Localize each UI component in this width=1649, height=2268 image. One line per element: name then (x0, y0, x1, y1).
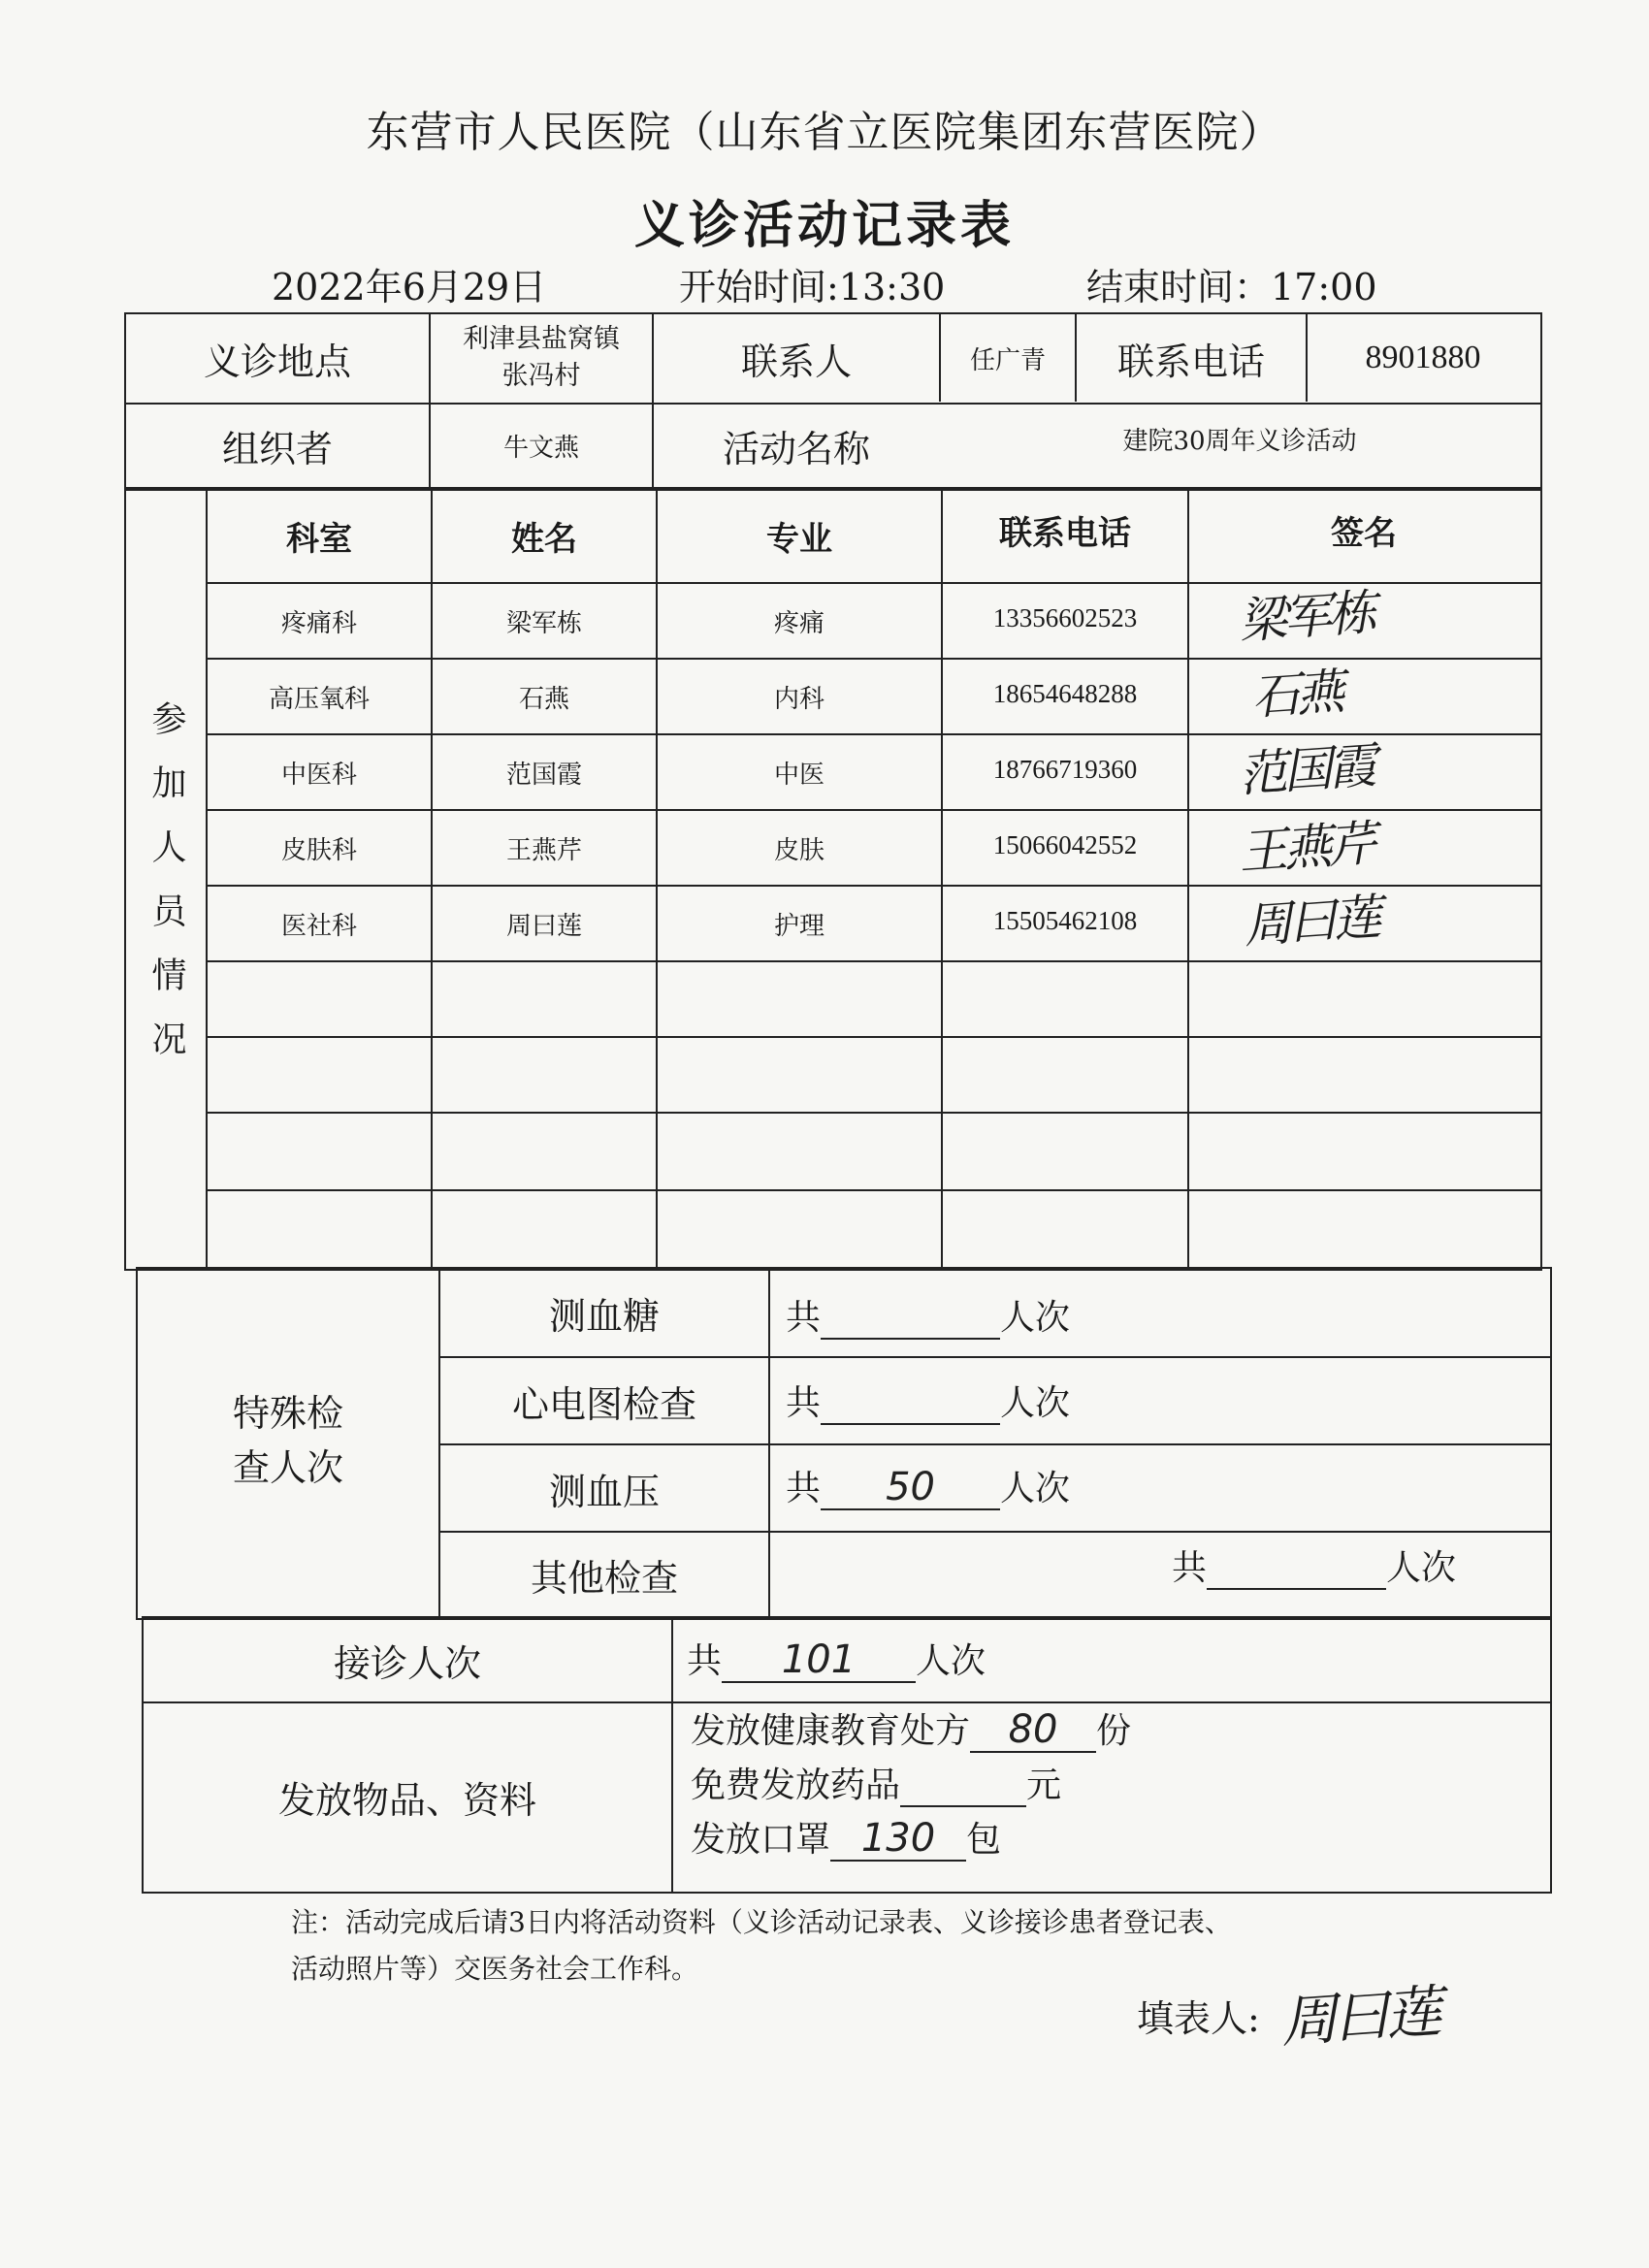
footer-note (291, 1899, 1232, 1993)
activity-value: 建院30周年义诊活动 (1122, 426, 1357, 456)
participant-name: 梁军栋 (505, 608, 582, 638)
count-suffix: 人次 (1000, 1469, 1071, 1508)
participant-signature: 石燕 (1249, 663, 1343, 727)
location-line-1: 利津县盐窝镇 (463, 324, 620, 354)
check-blood-sugar-count (786, 1290, 1070, 1340)
participant-signature: 梁军栋 (1237, 584, 1375, 650)
start-time: 开始时间:13:30 (679, 266, 946, 308)
visits-count-value: 101 (722, 1642, 916, 1683)
participant-phone: 18654648288 (992, 678, 1138, 708)
filler-label: 填表人: (1137, 1997, 1260, 2040)
masks-count: 130 (830, 1821, 966, 1862)
participant-name: 范国霞 (505, 760, 582, 790)
column-header-specialty: 专业 (766, 519, 832, 559)
visits-suffix: 人次 (916, 1641, 986, 1681)
organizer-value: 牛文燕 (502, 434, 579, 463)
visits-prefix: 共 (687, 1641, 723, 1681)
participant-specialty: 皮肤 (773, 835, 824, 865)
distribution-health-prescriptions (691, 1703, 1131, 1753)
organizer-label: 组织者 (221, 428, 333, 470)
participant-name: 石燕 (518, 684, 569, 714)
participant-dept: 皮肤科 (280, 835, 357, 865)
check-blood-sugar-label: 测血糖 (548, 1294, 660, 1338)
participant-dept: 医社科 (280, 911, 357, 941)
location-label: 义诊地点 (203, 340, 351, 383)
filler-signature: 周曰莲 (1278, 1978, 1440, 2056)
check-blood-pressure-count (786, 1461, 1070, 1510)
participant-specialty: 护理 (773, 911, 824, 941)
form-date: 2022年6月29日 (272, 266, 547, 308)
participant-phone: 18766719360 (992, 754, 1138, 784)
column-header-name: 姓名 (511, 519, 577, 559)
contact-value: 任广青 (969, 345, 1046, 375)
activity-label: 活动名称 (722, 428, 870, 470)
visits-label: 接诊人次 (333, 1641, 481, 1685)
count-suffix: 人次 (1000, 1298, 1071, 1338)
footer-note-line-2: 活动照片等）交医务社会工作科。 (291, 1953, 699, 1985)
check-other-count (1172, 1540, 1456, 1590)
free-medicine-amount (900, 1766, 1026, 1807)
distribution-free-medicine (691, 1758, 1061, 1807)
participant-signature: 周曰莲 (1242, 889, 1380, 955)
participant-dept: 疼痛科 (280, 608, 357, 638)
check-blood-pressure-label: 测血压 (548, 1470, 660, 1513)
organization-name: 东营市人民医院（山东省立医院集团东营医院） (366, 108, 1283, 157)
column-header-signature: 签名 (1331, 513, 1397, 553)
location-line-2: 张冯村 (501, 361, 581, 391)
participant-name: 王燕芹 (505, 835, 582, 865)
participant-specialty: 中医 (773, 760, 824, 790)
phone-label: 联系电话 (1116, 340, 1265, 383)
participant-signature: 范国霞 (1237, 737, 1375, 803)
ecg-count-blank (821, 1384, 1000, 1425)
distribution-line-2-unit: 元 (1026, 1766, 1062, 1805)
distribution-masks (691, 1812, 1001, 1862)
contact-label: 联系人 (740, 340, 852, 383)
other-count-blank (1207, 1549, 1386, 1590)
footer-note-line-1: 注：活动完成后请3日内将活动资料（义诊活动记录表、义诊接诊患者登记表、 (291, 1906, 1232, 1938)
check-ecg-count (786, 1376, 1070, 1425)
distribution-line-1-label: 发放健康教育处方 (691, 1711, 971, 1751)
health-prescriptions-count: 80 (970, 1712, 1096, 1753)
count-prefix: 共 (786, 1469, 822, 1508)
end-time: 结束时间：17:00 (1086, 266, 1377, 308)
participant-phone: 15066042552 (992, 829, 1138, 859)
distribution-line-3-label: 发放口罩 (691, 1820, 831, 1860)
participant-dept: 中医科 (280, 760, 357, 790)
participant-specialty: 疼痛 (773, 608, 824, 638)
form-title: 义诊活动记录表 (633, 196, 1015, 255)
location-value (431, 314, 652, 402)
participant-name: 周曰莲 (505, 911, 582, 941)
participants-section-label: 参加人员情况 (146, 700, 186, 1085)
distribution-line-1-unit: 份 (1096, 1711, 1132, 1751)
count-prefix: 共 (786, 1298, 822, 1338)
phone-value: 8901880 (1365, 340, 1481, 375)
column-header-dept: 科室 (286, 519, 352, 559)
special-checks-label-line-2: 查人次 (232, 1446, 343, 1489)
count-prefix: 共 (786, 1383, 822, 1423)
participant-dept: 高压氧科 (268, 684, 370, 714)
count-prefix: 共 (1172, 1548, 1208, 1588)
count-suffix: 人次 (1000, 1383, 1071, 1423)
participant-phone: 13356602523 (992, 602, 1138, 632)
distribution-label: 发放物品、资料 (277, 1778, 536, 1822)
participant-signature: 王燕芹 (1237, 815, 1375, 881)
column-header-phone: 联系电话 (999, 513, 1131, 553)
blood-sugar-count-blank (821, 1299, 1000, 1340)
participant-specialty: 内科 (773, 684, 824, 714)
check-other-label: 其他检查 (530, 1556, 678, 1600)
participant-phone: 15505462108 (992, 905, 1138, 935)
check-ecg-label: 心电图检查 (511, 1382, 696, 1426)
special-checks-label (138, 1377, 438, 1504)
special-checks-label-line-1: 特殊检 (232, 1392, 343, 1435)
distribution-line-3-unit: 包 (966, 1820, 1002, 1860)
count-suffix: 人次 (1386, 1548, 1457, 1588)
blood-pressure-count-value: 50 (821, 1470, 1000, 1510)
visits-count (687, 1634, 986, 1683)
distribution-line-2-label: 免费发放药品 (691, 1766, 901, 1805)
